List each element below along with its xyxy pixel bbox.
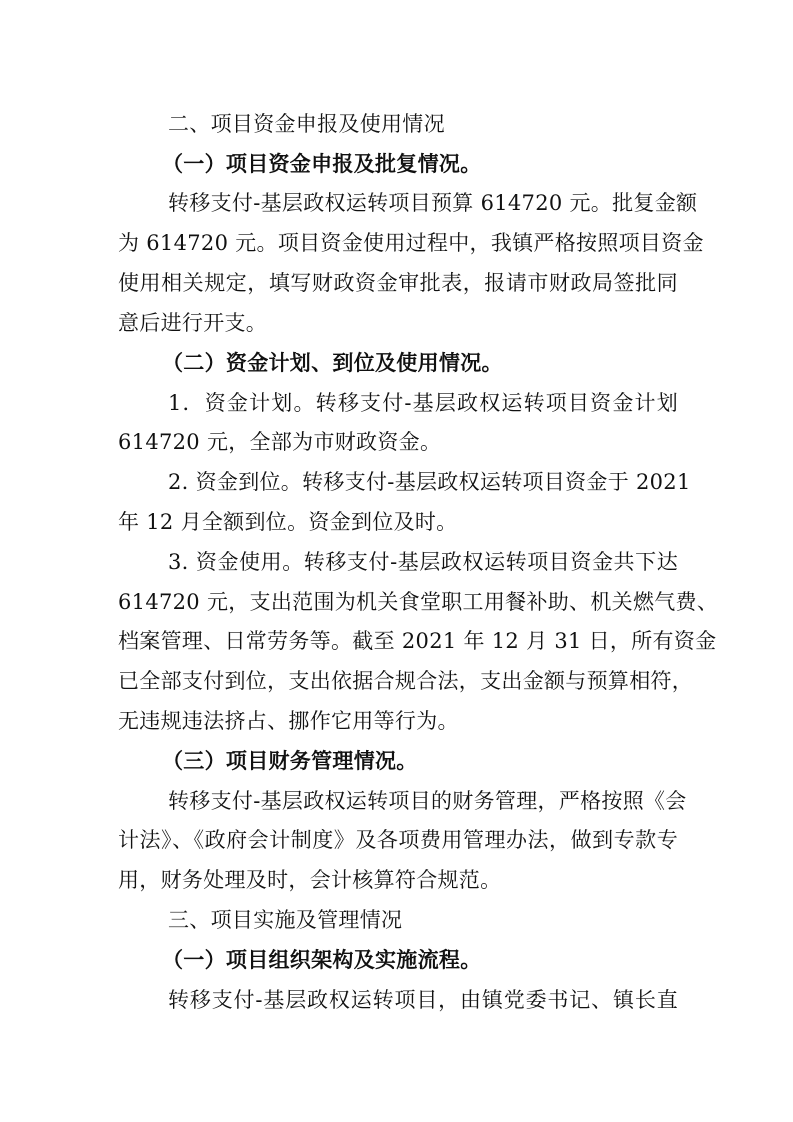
paragraph-line: 为 614720 元。项目资金使用过程中，我镇严格按照项目资金 bbox=[118, 231, 704, 255]
subsection-heading: （一）项目组织架构及实施流程。 bbox=[162, 948, 482, 972]
paragraph-line: 转移支付-基层政权运转项目的财务管理，严格按照《会 bbox=[168, 789, 687, 813]
paragraph-line: 614720 元，支出范围为机关食堂职工用餐补助、机关燃气费、 bbox=[118, 590, 719, 614]
paragraph-line: 已全部支付到位，支出依据合规合法，支出金额与预算相符， bbox=[118, 669, 694, 693]
paragraph-line: 意后进行开支。 bbox=[118, 311, 268, 335]
paragraph-line: 1．资金计划。转移支付-基层政权运转项目资金计划 bbox=[168, 391, 678, 415]
section-heading: 三、项目实施及管理情况 bbox=[168, 908, 403, 932]
paragraph-line: 使用相关规定，填写财政资金审批表，报请市财政局签批同 bbox=[118, 271, 678, 295]
subsection-heading: （一）项目资金申报及批复情况。 bbox=[162, 152, 482, 176]
paragraph-line: 无违规违法挤占、挪作它用等行为。 bbox=[118, 709, 459, 733]
paragraph-line: 转移支付-基层政权运转项目，由镇党委书记、镇长直 bbox=[168, 988, 678, 1012]
section-heading: 二、项目资金申报及使用情况 bbox=[168, 112, 445, 136]
paragraph-line: 转移支付-基层政权运转项目预算 614720 元。批复金额 bbox=[168, 191, 698, 215]
paragraph-line: 计法》、《政府会计制度》及各项费用管理办法，做到专款专 bbox=[118, 828, 678, 852]
paragraph-line: 614720 元，全部为市财政资金。 bbox=[118, 430, 442, 454]
paragraph-line: 2. 资金到位。转移支付-基层政权运转项目资金于 2021 bbox=[168, 470, 691, 494]
paragraph-line: 3. 资金使用。转移支付-基层政权运转项目资金共下达 bbox=[168, 550, 678, 574]
subsection-heading: （二）资金计划、到位及使用情况。 bbox=[162, 351, 503, 375]
paragraph-line: 年 12 月全额到位。资金到位及时。 bbox=[118, 510, 458, 534]
subsection-heading: （三）项目财务管理情况。 bbox=[162, 749, 418, 773]
paragraph-line: 档案管理、日常劳务等。截至 2021 年 12 月 31 日，所有资金 bbox=[118, 629, 717, 653]
paragraph-line: 用，财务处理及时，会计核算符合规范。 bbox=[118, 868, 502, 892]
